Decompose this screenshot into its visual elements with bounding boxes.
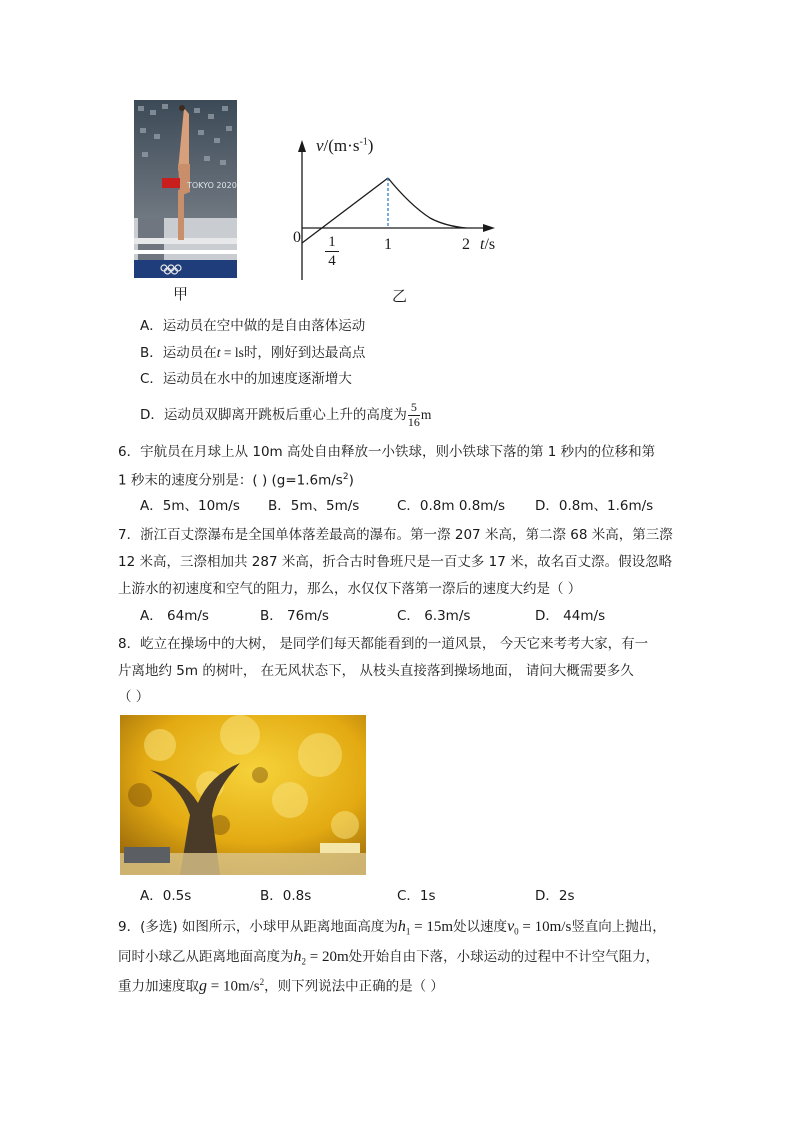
- q6-option-b: B．5m、5m/s: [268, 498, 360, 514]
- q9-stem-line1: 9．(多选) 如图所示，小球甲从距离地面高度为$h_1 = 15m$处以速度$v_0 = 10m/s$竖直向上抛出，: [118, 918, 666, 937]
- vt-rising-line: [302, 178, 388, 243]
- vt-tick-2: 2: [462, 236, 470, 253]
- photo-watermark: TOKYO 2020: [187, 181, 237, 190]
- vt-graph: [280, 130, 510, 280]
- diver-photo: [134, 100, 237, 278]
- q5-option-d: D．运动员双脚离开跳板后重心上升的高度为 $\frac{5}{16}$ m: [140, 399, 432, 429]
- q7-option-a: A． 64m/s: [140, 608, 209, 624]
- q6-stem-line2: 1 秒末的速度分别是：( ) $(g=1.6m/s^2)$: [118, 472, 354, 489]
- q7-stem-line1: 7．浙江百丈漈瀑布是全国单体落差最高的瀑布。第一漈 207 米高，第二漈 68 米高，第三漈: [118, 527, 673, 543]
- q9-stem-line2: 同时小球乙从距离地面高度为$h_2 = 20m$处开始自由下落，小球运动的过程中不计空气阻力，: [118, 948, 660, 967]
- q8-option-c: C．1s: [397, 888, 436, 904]
- q6-option-d: D．0.8m、1.6m/s: [535, 498, 654, 514]
- q8-option-a: A．0.5s: [140, 888, 192, 904]
- vt-quarter-tick: 1 4: [325, 234, 339, 270]
- q7-option-c: C． 6.3m/s: [397, 608, 471, 624]
- q8-option-d: D．2s: [535, 888, 575, 904]
- q7-stem-line2: 12 米高，三漈相加共 287 米高，折合古时鲁班尺是一百丈多 17 米，故名百丈漈。假设忽略: [118, 554, 673, 570]
- vt-y-label: $v/(m\cdot s^{-1})$: [316, 136, 374, 155]
- vt-x-label: t/s: [480, 236, 496, 253]
- q6-option-c: C．0.8m 0.8m/s: [397, 498, 506, 514]
- q9-stem-line3: 重力加速度取$g = 10m/s^2$，则下列说法中正确的是（ ）: [118, 977, 444, 995]
- q8-stem-line2: 片离地约 5m 的树叶， 在无风状态下， 从枝头直接落到操场地面， 请问大概需要多久: [118, 663, 634, 679]
- q8-stem-line1: 8．屹立在操场中的大树， 是同学们每天都能看到的一道风景， 今天它来考考大家，有一: [118, 636, 649, 652]
- q6-option-a: A．5m、10m/s: [140, 498, 240, 514]
- q5-option-a: A．运动员在空中做的是自由落体运动: [140, 318, 366, 334]
- q6-stem-line1: 6．宇航员在月球上从 10m 高处自由释放一小铁球，则小铁球下落的第 1 秒内的位移和第: [118, 444, 656, 460]
- q5-option-c: C．运动员在水中的加速度逐渐增大: [140, 371, 352, 387]
- figure-yi-caption: 乙: [392, 287, 408, 305]
- q7-stem-line3: 上游水的初速度和空气的阻力，那么，水仅仅下落第一漈后的速度大约是（ ）: [118, 581, 582, 597]
- vt-y-arrow-icon: [298, 140, 306, 152]
- q7-option-d: D． 44m/s: [535, 608, 606, 624]
- figure-jia-caption: 甲: [173, 285, 189, 303]
- tree-photo: [120, 715, 366, 875]
- vt-falling-curve: [388, 178, 466, 228]
- q7-option-b: B． 76m/s: [260, 608, 329, 624]
- q8-stem-line3: （ ）: [118, 689, 150, 705]
- q8-option-b: B．0.8s: [260, 888, 312, 904]
- vt-x-arrow-icon: [483, 224, 495, 232]
- diver-photo-graphic: [134, 100, 237, 278]
- vt-tick-1: 1: [384, 236, 392, 253]
- vt-origin-label: 0: [293, 229, 301, 246]
- tree-photo-graphic: [120, 715, 366, 875]
- q5-option-b: B．运动员在t = ls时，刚好到达最高点: [140, 345, 366, 361]
